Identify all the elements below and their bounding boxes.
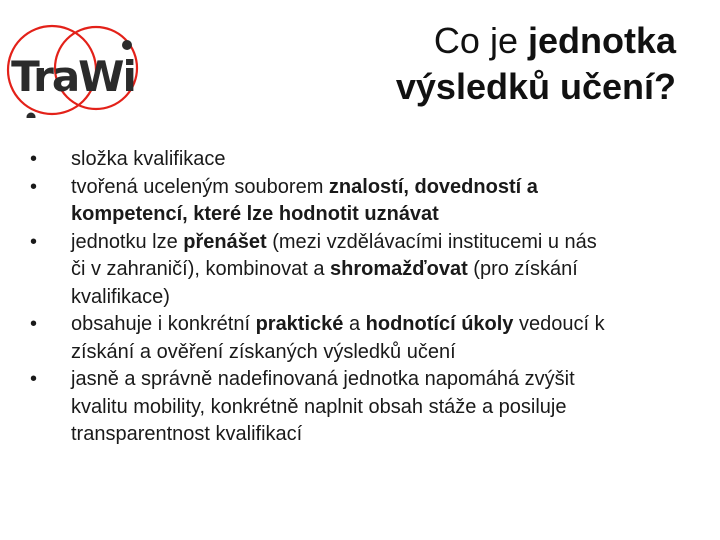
- bullet-text: jednotku lze: [71, 230, 184, 253]
- trawi-logo-graphic: [0, 18, 150, 118]
- bullet-text: jasně a správně nadefinovaná jednotka napomáhá zvýšit: [71, 368, 575, 390]
- title-bold-text-2: výsledků učení?: [395, 66, 676, 107]
- logo-dot-bottom: [27, 113, 36, 119]
- bullet-text: či v zahraničí), kombinovat a: [71, 258, 330, 280]
- bullet-item: [30, 366, 720, 449]
- bullet-text: tvořená uceleným souborem: [71, 175, 329, 198]
- logo-dot-top: [122, 40, 132, 50]
- title-normal-text: Co je: [433, 20, 528, 61]
- bullet-emphasis: kompetencí, které lze hodnotit uznávat: [71, 203, 439, 225]
- bullet-text: (mezi vzdělávacími institucemi u nás: [266, 230, 597, 253]
- bullet-item: [30, 174, 720, 229]
- bullet-emphasis: znalostí, dovedností a: [328, 175, 538, 198]
- bullet-text: a: [343, 313, 366, 335]
- bullet-item: [30, 311, 720, 366]
- bullet-list: [30, 146, 720, 449]
- bullet-text: kvalifikace): [71, 285, 170, 308]
- bullet-emphasis: praktické: [255, 313, 344, 335]
- bullet-text: složka kvalifikace: [71, 148, 226, 170]
- bullet-text: (pro získání: [467, 258, 578, 280]
- slide-title: [396, 18, 676, 110]
- bullet-text: obsahuje i konkrétní: [71, 313, 256, 335]
- title-line-1: [396, 18, 676, 64]
- title-line-2: [396, 64, 676, 110]
- bullet-text: transparentnost kvalifikací: [71, 423, 303, 445]
- bullet-emphasis: hodnotící úkoly: [365, 313, 514, 335]
- bullet-item: [30, 229, 720, 312]
- bullet-emphasis: shromažďovat: [330, 258, 468, 280]
- bullet-item: [30, 146, 720, 174]
- logo-wordmark: TraWi: [11, 52, 135, 101]
- trawi-logo: [0, 18, 150, 118]
- bullet-text: kvalitu mobility, konkrétně naplnit obsah stáže a posiluje: [71, 395, 567, 418]
- bullet-text: získání a ověření získaných výsledků učení: [71, 340, 456, 363]
- title-bold-text: jednotka: [527, 20, 676, 61]
- bullet-text: vedoucí k: [513, 313, 605, 335]
- bullet-emphasis: přenášet: [183, 230, 267, 253]
